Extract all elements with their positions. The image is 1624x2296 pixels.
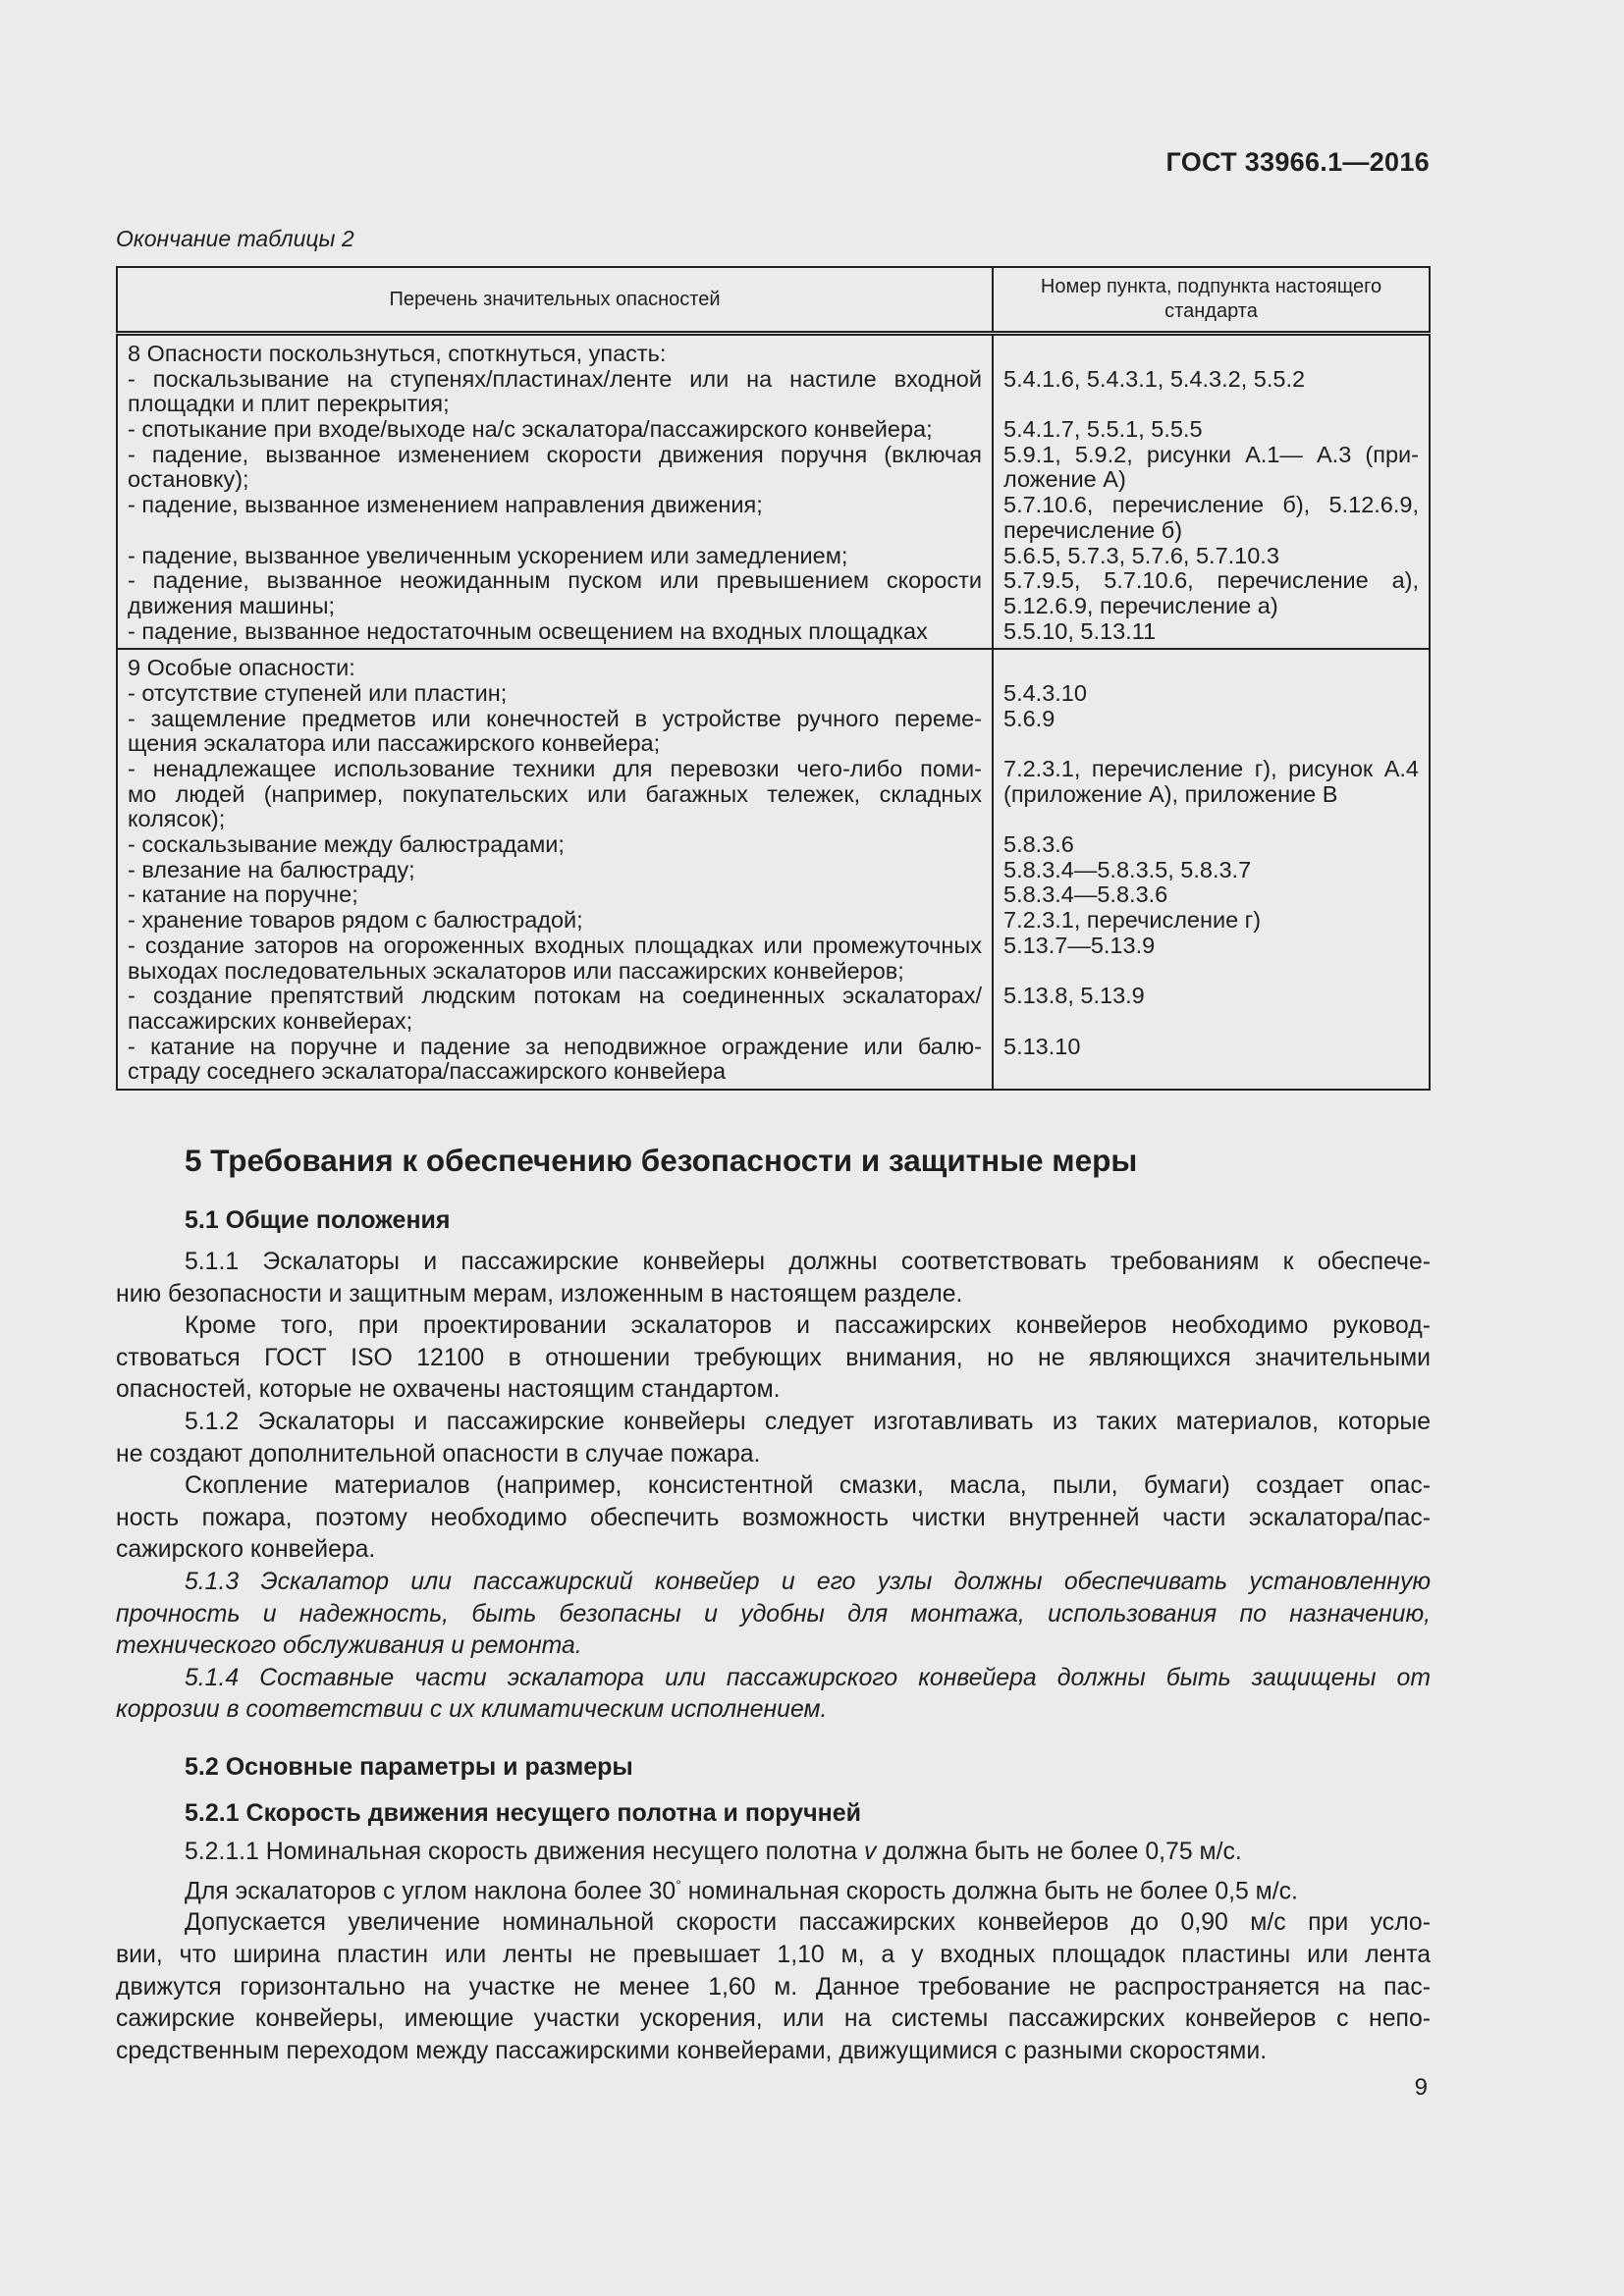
table-cell-line: - падение, вызванное изменением направления движения; (128, 492, 763, 518)
table-cell-line: - хранение товаров рядом с балюстрадой; (128, 907, 583, 934)
table-cell-line: 8 Опасности поскользнуться, споткнуться, упасть: (128, 341, 667, 366)
table-cell-line (1003, 1059, 1419, 1085)
table-cell-line: - поскальзывание на ступенях/пластинах/ленте или на настиле входной (128, 365, 982, 392)
document-code: ГОСТ 33966.1—2016 (1165, 147, 1430, 177)
paragraph-line: 5.1.1 Эскалаторы и пассажирские конвейеры должны соответствовать требованиям к обеспече- (185, 1249, 1431, 1275)
col2-header (993, 267, 1430, 334)
table-cell-line (1003, 731, 1419, 757)
paragraph-speed-increase (116, 1907, 1431, 2067)
table-cell-line: - создание препятствий людским потокам на соединенных эскалаторах/ (128, 983, 982, 1009)
table-cell-line: пассажирских конвейерах; (128, 1007, 413, 1034)
table-cell-line: - защемление предметов или конечностей в устройстве ручного переме- (128, 705, 982, 731)
table-cell-line: 5.6.5, 5.7.3, 5.7.6, 5.7.10.3 (1003, 542, 1279, 568)
paragraph-line: Для эскалаторов с углом наклона более 30° номинальная скорость должна быть не более 0,5 м/с. (185, 1876, 1298, 1904)
paragraph-line: коррозии в соответствии с их климатическим исполнением. (116, 1696, 828, 1724)
table-cell-line: страду соседнего эскалатора/пассажирского конвейера (128, 1058, 727, 1085)
table-cell-line: 7.2.3.1, перечисление г), рисунок А.4 (1003, 756, 1419, 781)
page-number: 9 (1414, 2074, 1428, 2101)
paragraph (116, 1407, 1431, 1470)
table-cell-line: движения машины; (128, 592, 336, 618)
table-row-group8 (117, 334, 1430, 650)
table-cell-line: - катание на поручне и падение за неподвижное ограждение или балю- (128, 1033, 982, 1059)
paragraph-line: сажирского конвейера. (116, 1536, 376, 1564)
table-header-row (117, 267, 1430, 334)
table-cell-line: - влезание на балюстраду; (128, 856, 415, 882)
hazard-list-group9 (117, 649, 993, 1090)
section-title: 5 Требования к обеспечению безопасности и защитные меры (185, 1143, 1138, 1178)
paragraph-line: ность пожара, поэтому необходимо обеспечить возможность чистки внутренней части эскалатора/пас- (116, 1504, 1431, 1531)
table-cell-line: - создание заторов на огороженных входных площадках или промежуточных (128, 932, 982, 958)
table-cell-line: - падение, вызванное неожиданным пуском или превышением скорости (128, 567, 982, 594)
paragraph-line: 5.2.1.1 Номинальная скорость движения несущего полотна v должна быть не более 0,75 м/с. (185, 1839, 1242, 1865)
table-cell-line: перечисление б) (1003, 516, 1183, 543)
paragraph-line: нию безопасности и защитным мерам, изложенным в настоящем разделе. (116, 1280, 963, 1308)
table-cell-line (1003, 656, 1419, 681)
paragraph-line: опасностей, которые не охвачены настоящим стандартом. (116, 1376, 781, 1404)
paragraph-line: 5.1.2 Эскалаторы и пассажирские конвейеры следует изготавливать из таких материалов, которые (185, 1408, 1431, 1435)
table-cell-line: 5.4.1.6, 5.4.3.1, 5.4.3.2, 5.5.2 (1003, 365, 1306, 392)
paragraph-line: средственным переходом между пассажирскими конвейерами, движущимися с разными скоростями. (116, 2037, 1268, 2064)
paragraph-line: вии, что ширина пластин или ленты не превышает 1,10 м, а у входных площадок пластины или лента (116, 1942, 1431, 1969)
table-cell-line: 5.5.10, 5.13.11 (1003, 617, 1157, 644)
table-cell-line: колясок); (128, 806, 226, 832)
table-cell-line: 5.8.3.4—5.8.3.5, 5.8.3.7 (1003, 856, 1252, 882)
table-cell-line (1003, 1009, 1419, 1035)
subsection-title-5-1: 5.1 Общие положения (185, 1206, 451, 1234)
table-row-group9 (117, 649, 1430, 1090)
table-cell-line: остановку); (128, 466, 249, 493)
section-5-1-body (116, 1247, 1431, 1727)
table-cell-line: площадки и плит перекрытия; (128, 391, 450, 417)
table-cell-line (1003, 959, 1419, 985)
paragraph-line: движутся горизонтально на участке не менее 1,60 м. Данное требование не распространяется на пас- (116, 1973, 1431, 2001)
paragraph (116, 1567, 1431, 1663)
table-cell-line: 5.8.3.4—5.8.3.6 (1003, 881, 1168, 908)
table-cell-line: - падение, вызванное недостаточным освещением на входных площадках (128, 617, 928, 644)
paragraph-line: ствоваться ГОСТ ISO 12100 в отношении требующих внимания, но не являющихся значительными (116, 1344, 1431, 1371)
table-cell-line: - спотыкание при входе/выходе на/с эскалатора/пассажирского конвейера; (128, 416, 933, 443)
table-cell-line: - падение, вызванное изменением скорости движения поручня (включая (128, 441, 982, 467)
subsection-title-5-2: 5.2 Основные параметры и размеры (185, 1753, 633, 1781)
paragraph-line: Кроме того, при проектировании эскалаторов и пассажирских конвейеров необходимо руковод- (185, 1312, 1431, 1340)
clause-refs-group9 (993, 649, 1430, 1090)
table-cell-line: 7.2.3.1, перечисление г) (1003, 907, 1262, 934)
velocity-symbol: v (863, 1839, 877, 1865)
table-cell-line: - соскальзывание между балюстрадами; (128, 831, 565, 858)
degree-sign: ° (676, 1876, 681, 1893)
hazard-list-group8 (117, 334, 993, 650)
table-cell-line: 5.9.1, 5.9.2, рисунки А.1— А.3 (при- (1003, 441, 1419, 467)
table-cell-line: щения эскалатора или пассажирского конвейера; (128, 730, 661, 757)
table-cell-line: 5.8.3.6 (1003, 831, 1074, 858)
paragraph-line: прочность и надежность, быть безопасны и удобны для монтажа, использования по назначению, (116, 1600, 1431, 1628)
table-cell-line: 5.13.8, 5.13.9 (1003, 983, 1145, 1009)
subsection-title-5-2-1: 5.2.1 Скорость движения несущего полотна и поручней (185, 1799, 861, 1827)
paragraph (116, 1663, 1431, 1727)
col2-header-line: Номер пункта, подпункта настоящего (1040, 276, 1382, 297)
col1-header: Перечень значительных опасностей (117, 267, 993, 334)
table-cell-line: - ненадлежащее использование техники для перевозки чего-либо поми- (128, 756, 982, 781)
table-cell-line: (приложение А), приложение В (1003, 780, 1338, 807)
table-cell-line: 5.13.7—5.13.9 (1003, 932, 1156, 958)
table-cell-line (1003, 342, 1419, 367)
table-cell-line: - отсутствие ступеней или пластин; (128, 679, 508, 706)
paragraph-line: Скопление материалов (например, консистентной смазки, масла, пыли, бумаги) создает опас- (185, 1472, 1431, 1500)
table-cell-line (1003, 392, 1419, 417)
paragraph (116, 1247, 1431, 1310)
hazards-table (116, 266, 1431, 1091)
paragraph-line: не создают дополнительной опасности в случае пожара. (116, 1440, 761, 1468)
table-cell-line: 5.4.1.7, 5.5.1, 5.5.5 (1003, 416, 1203, 443)
table-cell-line: 5.7.10.6, перечисление б), 5.12.6.9, (1003, 492, 1419, 518)
col2-header-line: стандарта (1164, 300, 1258, 322)
section-5-2-1-body (116, 1837, 1431, 2067)
table-cell-line: - падение, вызванное увеличенным ускорением или замедлением; (128, 542, 848, 568)
table-cell-line: 5.4.3.10 (1003, 679, 1087, 706)
table-cell-line (128, 518, 982, 544)
table-cell-line: выходах последовательных эскалаторов или пассажирских конвейеров; (128, 957, 904, 984)
clause-refs-group8 (993, 334, 1430, 650)
table-cell-line: мо людей (например, покупательских или багажных тележек, складных (128, 780, 982, 807)
paragraph (116, 1310, 1431, 1407)
table-cell-line: 5.12.6.9, перечисление а) (1003, 592, 1278, 618)
table-cell-line: 5.13.10 (1003, 1033, 1081, 1059)
paragraph (116, 1470, 1431, 1567)
table-cell-line: - катание на поручне; (128, 881, 358, 908)
table-cell-line: 5.7.9.5, 5.7.10.6, перечисление а), (1003, 567, 1419, 594)
paragraph-line: Допускается увеличение номинальной скорости пассажирских конвейеров до 0,90 м/с при усло- (185, 1909, 1431, 1937)
paragraph-line: 5.1.3 Эскалатор или пассажирский конвейер и его узлы должны обеспечивать установленную (185, 1568, 1431, 1595)
table-cell-line: ложение А) (1003, 466, 1126, 493)
paragraph-line: технического обслуживания и ремонта. (116, 1632, 582, 1660)
table-caption: Окончание таблицы 2 (116, 226, 354, 251)
table-cell-line (1003, 807, 1419, 832)
table-cell-line: 5.6.9 (1003, 705, 1056, 731)
paragraph-line: сажирские конвейеры, имеющие участки ускорения, или на системы пассажирских конвейеров с непо- (116, 2005, 1431, 2033)
table-cell-line: 9 Особые опасности: (128, 655, 355, 681)
paragraph-line: 5.1.4 Составные части эскалатора или пассажирского конвейера должны быть защищены от (185, 1664, 1431, 1691)
